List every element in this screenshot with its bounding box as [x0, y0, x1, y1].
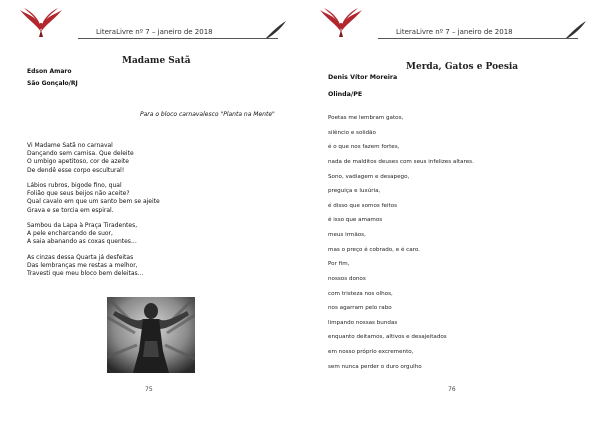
verse-line: meus irmãos, [328, 232, 366, 238]
author-name: Denis Vítor Moreira [328, 74, 398, 81]
verse-line: é disso que somos feitos [328, 203, 398, 209]
verse-line: Qual cavalo em que um santo bem se ajeite [27, 198, 160, 206]
page-number: 76 [448, 386, 456, 393]
verse-line: é o que nos fazem fortes, [328, 144, 400, 150]
page-number: 75 [145, 386, 153, 393]
page-header [18, 6, 288, 40]
verse-line: A saia abanando as coxas quentes… [27, 238, 137, 246]
poem-title: Madame Satã [122, 56, 191, 66]
verse-line: Grava e se torcia em espiral. [27, 206, 114, 214]
verse-line: Poetas me lembram gatos, [328, 115, 404, 121]
verse-line: em nosso próprio excremento, [328, 349, 414, 355]
author-location: Olinda/PE [328, 91, 363, 98]
verse-line: Lábios rubros, bigode fino, qual [27, 182, 122, 189]
author-name: Edson Amaro [27, 68, 72, 75]
stanza-1 [27, 142, 134, 175]
quill-icon [564, 20, 588, 40]
verse-line: nada de malditos deuses com seus infelizes altares. [328, 159, 474, 165]
stanza-4 [27, 254, 144, 279]
verse-line: nos agarram pelo rabo [328, 305, 392, 311]
verse-line: As cinzas dessa Quarta já desfeitas [27, 254, 134, 261]
dedication: Para o bloco carnavalesco "Planta na Mente" [140, 111, 275, 118]
dancer-photo [107, 297, 195, 373]
header-text: LiteraLivre nº 7 – janeiro de 2018 [396, 28, 513, 36]
header-rule [378, 38, 578, 39]
verse-line: é isso que amamos [328, 217, 383, 223]
header-text: LiteraLivre nº 7 – janeiro de 2018 [96, 28, 213, 36]
verse-line: com tristeza nos olhos, [328, 291, 393, 297]
verse-line: sem nunca perder o duro orgulho [328, 364, 422, 370]
verse-line: preguiça e luxúria, [328, 188, 381, 194]
verse-line: mas o preço é cobrado, e é caro. [328, 247, 420, 253]
author-location: São Gonçalo/RJ [27, 80, 78, 87]
verse-line: Sono, vadiagem e desapego, [328, 174, 410, 180]
verse-line: Dançando sem camisa. Que deleite [27, 150, 134, 158]
verse-line: silêncio e solidão [328, 130, 376, 136]
stanza-3 [27, 222, 137, 247]
winged-logo-icon [318, 6, 364, 38]
verse-line: Folião que seus beijos não aceite? [27, 190, 130, 198]
winged-logo-icon [18, 6, 64, 38]
verse-line: Travesti que meu bloco bem deleitas… [27, 270, 144, 278]
header-rule [78, 38, 278, 39]
verse-line: nossos donos [328, 276, 366, 282]
verse-line: Por fim, [328, 261, 350, 267]
stanza-2 [27, 182, 160, 215]
verse-line: Das lembranças me restas a melhor, [27, 262, 138, 270]
verse-line: O umbigo apetitoso, cor de azeite [27, 158, 129, 166]
quill-icon [264, 20, 288, 40]
right-page [300, 0, 600, 424]
verse-line: enquanto deitamos, altivos e desajeitados [328, 334, 447, 340]
verse-line: A pele encharcando de suor, [27, 230, 113, 238]
verse-line: Vi Madame Satã no carnaval [27, 142, 113, 149]
verse-line: Sambou da Lapa à Praça Tiradentes, [27, 222, 138, 229]
page-header [318, 6, 588, 40]
poem-title: Merda, Gatos e Poesia [406, 62, 519, 72]
verse-line: De dendê esse corpo escultural! [27, 166, 125, 174]
verse-line: limpando nossas bundas [328, 320, 398, 326]
